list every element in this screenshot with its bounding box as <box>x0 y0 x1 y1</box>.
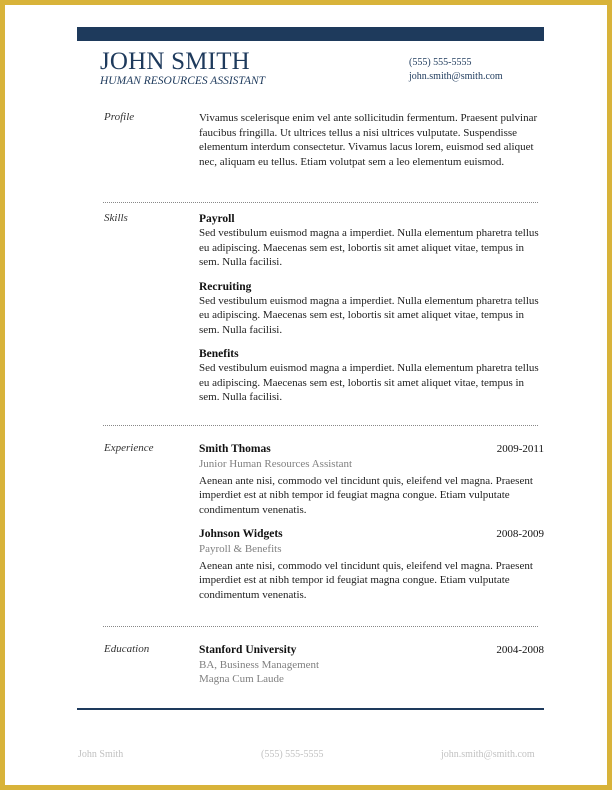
candidate-name: JOHN SMITH <box>100 48 250 75</box>
experience-section <box>199 442 544 612</box>
job-title: Junior Human Resources Assistant <box>199 457 353 470</box>
education-section <box>199 643 544 686</box>
skill-title: Benefits <box>199 348 239 360</box>
skill-text: Sed vestibulum euismod magna a imperdiet. Nulla elementum pharetra tellus eu adipiscing. Maecenas sem est, lobortis sit amet aliquet vitae, tempus in sem. Nulla facilisi. <box>199 362 539 403</box>
skill-text: Sed vestibulum euismod magna a imperdiet. Nulla elementum pharetra tellus eu adipiscing. Maecenas sem est, lobortis sit amet aliquet vitae, tempus in sem. Nulla facilisi. <box>199 227 539 268</box>
employment-years: 2009-2011 <box>496 443 544 455</box>
profile-section <box>199 111 544 169</box>
contact-phone: (555) 555-5555 <box>409 57 472 68</box>
skills-section <box>199 212 544 415</box>
contact-email[interactable]: john.smith@smith.com <box>409 71 503 82</box>
honors: Magna Cum Laude <box>199 672 284 685</box>
footer-accent-bar <box>77 708 544 710</box>
section-label-profile: Profile <box>104 111 135 123</box>
employer-name: Johnson Widgets <box>199 528 283 540</box>
skill-title: Payroll <box>199 213 235 225</box>
job-title: Payroll & Benefits <box>199 542 282 555</box>
skill-title: Recruiting <box>199 280 252 293</box>
section-divider <box>103 425 538 426</box>
section-label-experience: Experience <box>104 442 154 454</box>
job-description: Aenean ante nisi, commodo vel tincidunt quis, eleifend vel magna. Praesent imperdiet est at nibh tempor id feugiat magna congue. Etiam vulputate condimentum venenatis. <box>199 559 533 601</box>
employment-years: 2008-2009 <box>496 528 544 540</box>
header-accent-bar <box>77 27 544 41</box>
education-years: 2004-2008 <box>496 644 544 656</box>
section-label-skills: Skills <box>104 212 128 224</box>
skill-text: Sed vestibulum euismod magna a imperdiet. Nulla elementum pharetra tellus eu adipiscing. Maecenas sem est, lobortis sit amet aliquet vitae, tempus in sem. Nulla facilisi. <box>199 294 539 336</box>
school-name: Stanford University <box>199 644 297 656</box>
skill-item <box>199 280 544 338</box>
section-label-education: Education <box>104 643 150 655</box>
footer-email: john.smith@smith.com <box>441 749 535 760</box>
job-description: Aenean ante nisi, commodo vel tincidunt quis, eleifend vel magna. Praesent imperdiet est at nibh tempor id feugiat magna congue. Etiam vulputate condimentum venenatis. <box>199 474 533 516</box>
experience-item <box>199 442 544 517</box>
section-divider <box>103 626 538 627</box>
section-divider <box>103 202 538 203</box>
experience-item <box>199 527 544 602</box>
footer-phone: (555) 555-5555 <box>261 749 324 760</box>
skill-item <box>199 212 544 270</box>
skill-item <box>199 347 544 405</box>
candidate-title: HUMAN RESOURCES ASSISTANT <box>100 75 266 87</box>
profile-text: Vivamus scelerisque enim vel ante sollicitudin fermentum. Praesent pulvinar faucibus fringilla. Ut ultrices tellus a nisi ultrices vulputate. Suspendisse elementum interdum consectetur. Vivamus lacus lorem, euismod sed aliquet nec, aliquam eu tellus. Etiam volutpat sem a leo elementum euismod. <box>199 112 538 168</box>
employer-name: Smith Thomas <box>199 443 271 455</box>
degree: BA, Business Management <box>199 658 320 671</box>
footer-name: John Smith <box>78 749 124 760</box>
